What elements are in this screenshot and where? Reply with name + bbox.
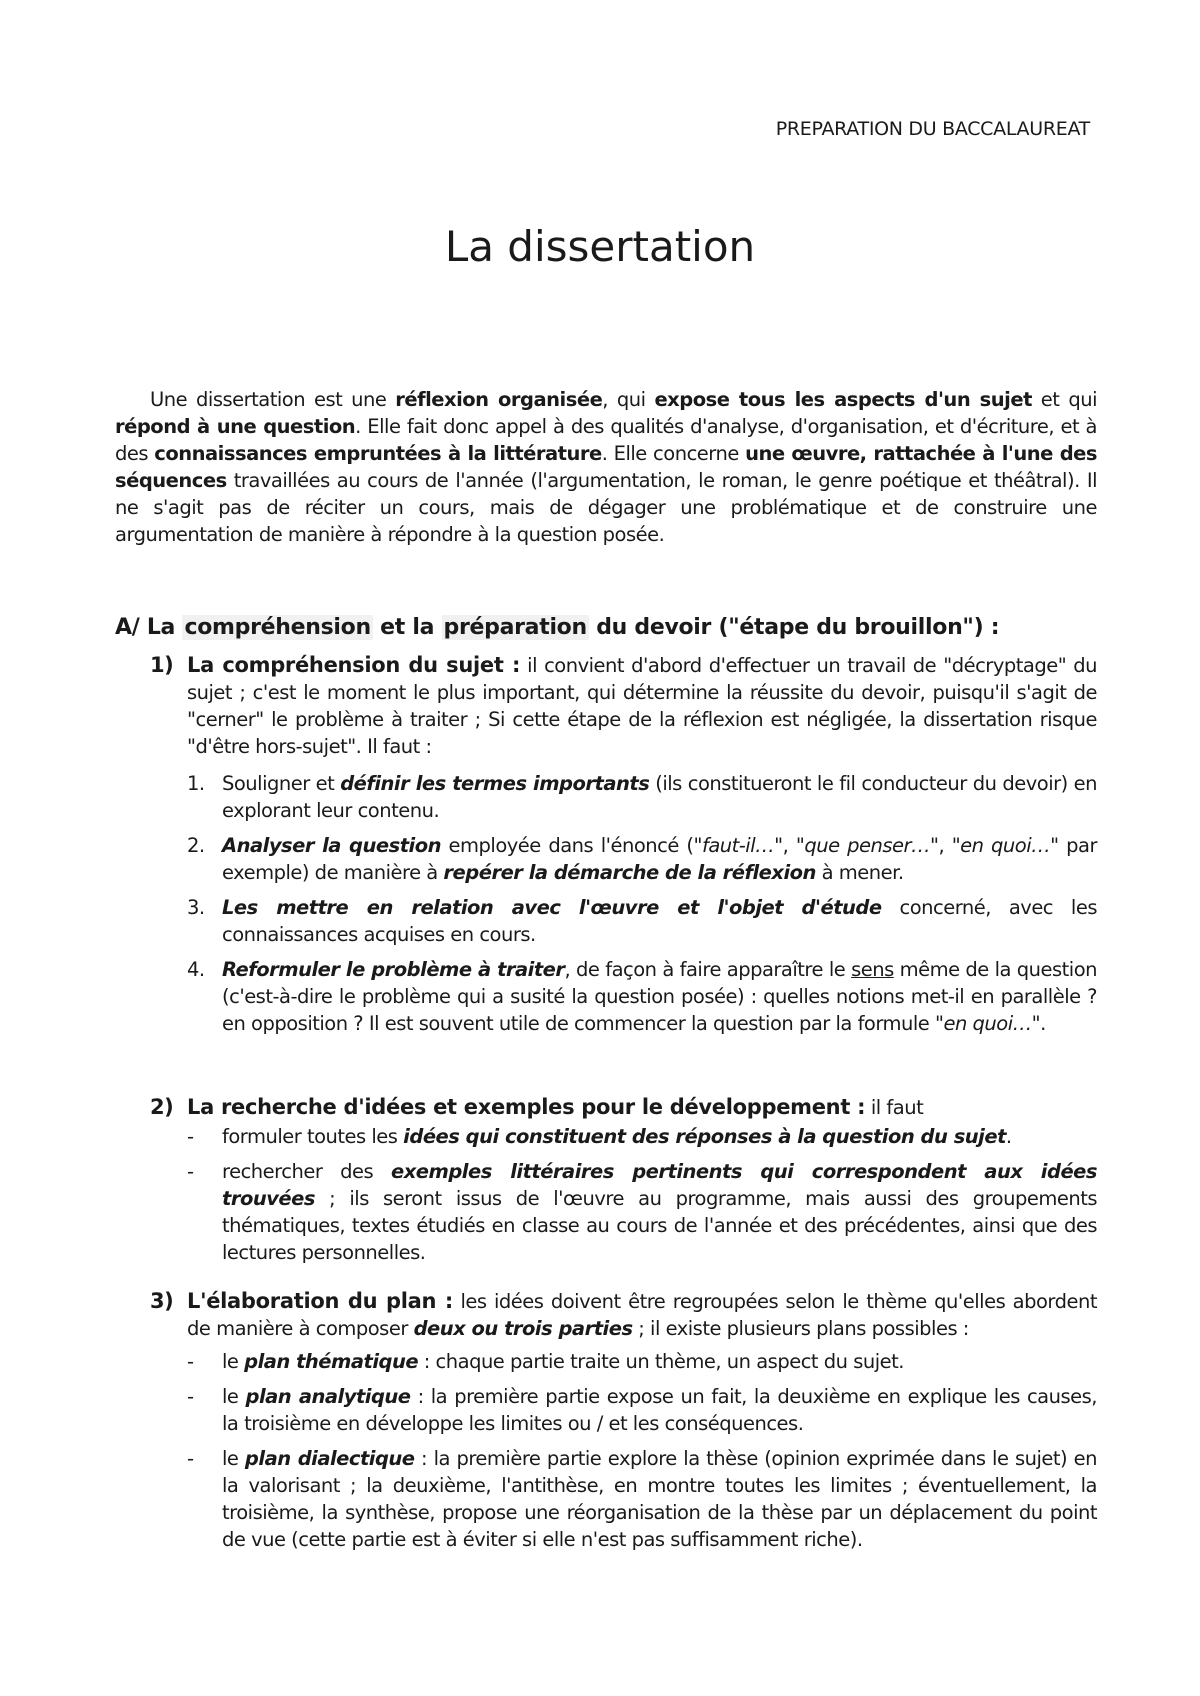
intro-bold: une œuvre, rattachée à l'une des séquences: [115, 442, 1098, 492]
heading-highlight: préparation: [443, 615, 587, 640]
list-marker: -: [187, 1385, 194, 1408]
item-text: ".: [1031, 1012, 1046, 1035]
subsection-text: ; il existe plusieurs plans possibles :: [632, 1317, 969, 1340]
item-underline: sens: [851, 958, 894, 981]
intro-text: , qui: [602, 388, 655, 411]
item-emphasis: plan analytique: [245, 1385, 411, 1408]
dash-list: [187, 1348, 1097, 1553]
numbered-list: [187, 770, 1097, 1037]
subsection-body: [187, 1288, 1097, 1553]
list-item: [187, 770, 1097, 824]
item-text: Souligner et: [222, 772, 341, 795]
item-text: formuler toutes les: [222, 1125, 404, 1148]
item-text: (ils constitueront le fil conducteur du devoir) en explorant leur contenu.: [222, 772, 1097, 822]
item-text: concerné, avec les connaissances acquises en cours.: [222, 896, 1097, 946]
subsection-number: 1): [150, 653, 174, 677]
intro-text: . Elle fait donc appel à des qualités d'analyse, d'organisation, et d'écriture, et à des: [115, 415, 1097, 465]
intro-bold: répond à une question: [115, 415, 356, 438]
subsection-text: il faut: [865, 1096, 924, 1119]
item-emphasis: repérer la démarche de la réflexion: [443, 861, 816, 884]
item-text: même de la question (c'est-à-dire le problème qui a susité la question posée) : quelles notions met-il en parallèle ? en opposition ? Il est souvent utile de commencer la question par la formule ": [222, 958, 1097, 1035]
intro-bold: expose tous les aspects d'un sujet: [654, 388, 1032, 411]
list-item: [187, 1383, 1097, 1437]
subsection-body: [187, 1094, 1097, 1266]
item-text: " par exemple) de manière à: [222, 834, 1097, 884]
item-emphasis: Reformuler le problème à traiter: [222, 958, 565, 981]
item-italic: faut-il…: [701, 834, 775, 857]
subsection-number: 2): [150, 1095, 174, 1119]
item-text: .: [1005, 1125, 1012, 1148]
list-item: [187, 1348, 1097, 1375]
intro-paragraph: [115, 386, 1097, 548]
subsection-lead: L'élaboration du plan :: [187, 1289, 454, 1313]
subsection-text: il convient d'abord d'effectuer un travail de "décryptage" du sujet ; c'est le moment le plus important, qui détermine la réussite du devoir, puisqu'il s'agit de "cerner" le problème à traiter ; Si cette étape de la réflexion est négligée, la dissertation risque "d'être hors-sujet". Il faut :: [187, 654, 1097, 758]
list-marker: -: [187, 1125, 194, 1148]
item-emphasis: plan thématique: [244, 1350, 419, 1373]
item-text: ; ils seront issus de l'œuvre au programme, mais aussi des groupements thématiques, textes étudiés en classe au cours de l'année et des précédentes, ainsi que des lectures personnelles.: [222, 1187, 1097, 1264]
item-emphasis: plan dialectique: [244, 1447, 415, 1470]
item-text: : la première partie explore la thèse (opinion exprimée dans le sujet) en la valorisant ; la deuxième, l'antithèse, en montre toutes les limites ; éventuellement, la troisième, la synthèse, propose une réorganisation de la thèse par un déplacement du point de vue (cette partie est à éviter si elle n'est pas suffisamment riche).: [222, 1447, 1097, 1551]
list-marker: 3.: [187, 896, 205, 919]
heading-text: A/ La: [115, 615, 183, 640]
item-text: le: [222, 1385, 246, 1408]
item-italic: en quoi…: [960, 834, 1051, 857]
intro-text: et qui: [1031, 388, 1097, 411]
list-item: [187, 1158, 1097, 1266]
list-marker: 2.: [187, 834, 205, 857]
list-item: [187, 832, 1097, 886]
item-text: ", ": [774, 834, 805, 857]
list-marker: 4.: [187, 958, 205, 981]
subsection-lead: La compréhension du sujet :: [187, 653, 521, 677]
document-header: PREPARATION DU BACCALAUREAT: [775, 118, 1090, 140]
list-marker: -: [187, 1447, 194, 1470]
dash-list: [187, 1123, 1097, 1266]
list-marker: -: [187, 1350, 194, 1373]
heading-highlight: compréhension: [184, 615, 371, 640]
list-marker: 1.: [187, 772, 205, 795]
item-emphasis: exemples littéraires pertinents qui correspondent aux idées trouvées: [222, 1160, 1097, 1210]
intro-text: travaillées au cours de l'année (l'argumentation, le roman, le genre poétique et théâtral). Il ne s'agit pas de réciter un cours, mais de dégager une problématique et de construire une argumentation de manière à répondre à la question posée.: [115, 469, 1097, 546]
intro-text: . Elle concerne: [601, 442, 746, 465]
subsection-lead: La recherche d'idées et exemples pour le développement :: [187, 1095, 866, 1119]
item-italic: en quoi…: [943, 1012, 1032, 1035]
subsection-number: 3): [150, 1289, 174, 1313]
item-text: : la première partie expose un fait, la deuxième en explique les causes, la troisième en développe les limites ou / et les conséquences.: [222, 1385, 1098, 1435]
item-text: ", ": [930, 834, 961, 857]
item-italic: que penser…: [804, 834, 930, 857]
list-item: [187, 1123, 1097, 1150]
heading-text: et la: [372, 615, 442, 640]
item-emphasis: Analyser la question: [222, 834, 442, 857]
intro-bold: connaissances empruntées à la littérature: [154, 442, 602, 465]
item-emphasis: Les mettre en relation avec l'œuvre et l'objet d'étude: [222, 896, 882, 919]
item-text: employée dans l'énoncé (": [441, 834, 702, 857]
list-marker: -: [187, 1160, 194, 1183]
heading-text: du devoir ("étape du brouillon") :: [588, 615, 1000, 640]
item-text: , de façon à faire apparaître le: [564, 958, 852, 981]
subsection-emphasis: deux ou trois parties: [413, 1317, 633, 1340]
list-item: [187, 956, 1097, 1037]
intro-bold: réflexion organisée: [395, 388, 603, 411]
item-emphasis: définir les termes importants: [340, 772, 650, 795]
list-item: [187, 1445, 1097, 1553]
item-text: rechercher des: [222, 1160, 391, 1183]
item-text: le: [222, 1447, 245, 1470]
subsection-3: [150, 1288, 1097, 1561]
section-a-heading: [115, 614, 1097, 641]
subsection-body: [187, 652, 1097, 1037]
subsection-2: [150, 1094, 1097, 1274]
subsection-1: [150, 652, 1097, 1045]
document-title: La dissertation: [444, 222, 756, 271]
subsection-text: les idées doivent être regroupées selon le thème qu'elles abordent de manière à composer: [187, 1290, 1097, 1340]
list-item: [187, 894, 1097, 948]
item-emphasis: idées qui constituent des réponses à la question du sujet: [403, 1125, 1006, 1148]
item-text: à mener.: [815, 861, 904, 884]
intro-text: Une dissertation est une: [150, 388, 396, 411]
item-text: le: [222, 1350, 245, 1373]
item-text: : chaque partie traite un thème, un aspect du sujet.: [418, 1350, 904, 1373]
